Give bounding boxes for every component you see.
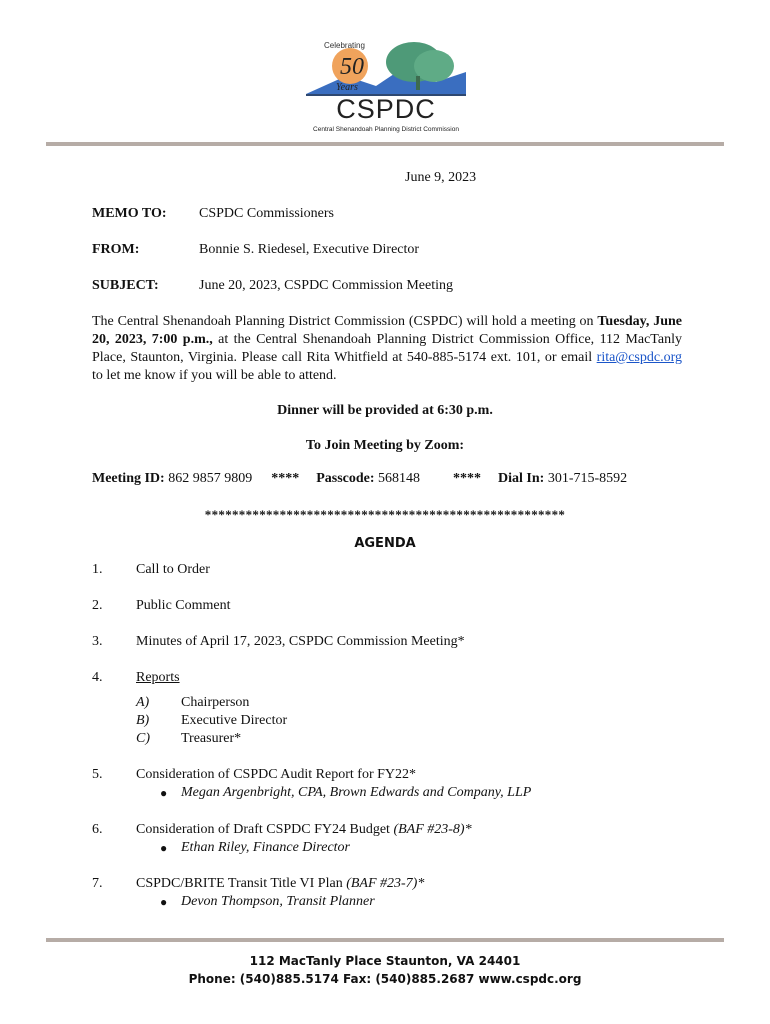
item-6-presenter: Ethan Riley, Finance Director: [181, 840, 350, 855]
memo-to-value: CSPDC Commissioners: [199, 206, 334, 221]
agenda-title: AGENDA: [354, 536, 416, 551]
dial-in-label: Dial In:: [498, 471, 545, 486]
logo-50: 50: [340, 54, 364, 80]
item-1-text: Call to Order: [136, 562, 210, 577]
para-text-b: at the Central Shenandoah Planning District Commission Office, 112 MacTanly Place, Staunton, Virginia. Please call Rita Whitfield at 540-885-5174 ext. 101, or email: [92, 332, 682, 365]
footer-divider: [46, 938, 724, 942]
header-divider: [46, 142, 724, 146]
dial-in-number: 301-715-8592: [547, 471, 628, 486]
bullet-icon: ●: [160, 895, 168, 909]
item-4b-letter: B): [136, 713, 150, 728]
footer-contact: Phone: (540)885.5174 Fax: (540)885.2687 www.cspdc.org: [188, 972, 582, 986]
item-6-text: [136, 822, 472, 838]
bullet-icon: ●: [160, 786, 168, 800]
item-2-number: 2.: [92, 598, 103, 613]
meeting-paragraph: [92, 313, 682, 385]
zoom-heading: To Join Meeting by Zoom:: [305, 438, 465, 453]
logo-years: Years: [336, 82, 358, 93]
item-5-text: Consideration of CSPDC Audit Report for FY22*: [136, 767, 417, 782]
item-4b-text: Executive Director: [181, 713, 288, 728]
meeting-id-label: Meeting ID:: [92, 471, 165, 486]
subject-label: SUBJECT:: [92, 278, 159, 293]
item-3-text: Minutes of April 17, 2023, CSPDC Commission Meeting*: [136, 634, 465, 649]
passcode: 568148: [378, 471, 421, 486]
memo-date: June 9, 2023: [405, 170, 477, 185]
item-5-presenter: Megan Argenbright, CPA, Brown Edwards and Company, LLP: [181, 785, 532, 800]
item-4-text: Reports: [136, 670, 180, 685]
from-label: FROM:: [92, 242, 140, 257]
tree-trunk: [416, 76, 420, 90]
item-7-title: CSPDC/BRITE Transit Title VI Plan: [136, 876, 347, 891]
item-3-number: 3.: [92, 634, 103, 649]
para-date-bold: Tuesday, June 20, 2023, 7:00 p.m.,: [92, 314, 682, 347]
para-text-a: The Central Shenandoah Planning District Commission (CSPDC) will hold a meeting on: [92, 314, 598, 329]
item-4a-letter: A): [136, 695, 150, 710]
item-7-baf: (BAF #23-7)*: [346, 876, 425, 891]
bullet-icon: ●: [160, 841, 168, 855]
item-7-number: 7.: [92, 876, 103, 891]
footer-address: 112 MacTanly Place Staunton, VA 24401: [249, 954, 521, 968]
item-4-number: 4.: [92, 670, 103, 685]
item-6-title: Consideration of Draft CSPDC FY24 Budget: [136, 822, 394, 837]
logo-celebrating: Celebrating: [324, 41, 365, 50]
subject-value: June 20, 2023, CSPDC Commission Meeting: [199, 278, 453, 293]
item-6-number: 6.: [92, 822, 103, 837]
meeting-id: 862 9857 9809: [168, 471, 253, 486]
item-5-number: 5.: [92, 767, 103, 782]
logo-art: [306, 36, 466, 96]
item-6-baf: (BAF #23-8)*: [393, 822, 472, 837]
item-4a-text: Chairperson: [181, 695, 250, 710]
star-divider: *****************************************************: [204, 507, 566, 522]
item-4c-letter: C): [136, 731, 150, 746]
memo-to-label: MEMO TO:: [92, 206, 167, 221]
email-link[interactable]: rita@cspdc.org: [596, 350, 682, 365]
item-1-number: 1.: [92, 562, 103, 577]
from-value: Bonnie S. Riedesel, Executive Director: [199, 242, 420, 257]
item-4c-text: Treasurer*: [181, 731, 242, 746]
logo-name: CSPDC: [336, 94, 436, 124]
passcode-label: Passcode:: [316, 471, 375, 486]
item-7-text: [136, 876, 424, 892]
logo-full-name: Central Shenandoah Planning District Commission: [313, 126, 459, 133]
separator-2: ****: [453, 471, 482, 486]
item-7-presenter: Devon Thompson, Transit Planner: [181, 894, 375, 909]
cspdc-logo: [306, 36, 466, 138]
para-text-c: to let me know if you will be able to attend.: [92, 368, 337, 383]
dinner-note: Dinner will be provided at 6:30 p.m.: [277, 403, 493, 418]
separator-1: ****: [271, 471, 300, 486]
item-2-text: Public Comment: [136, 598, 231, 613]
zoom-details: [92, 471, 627, 487]
